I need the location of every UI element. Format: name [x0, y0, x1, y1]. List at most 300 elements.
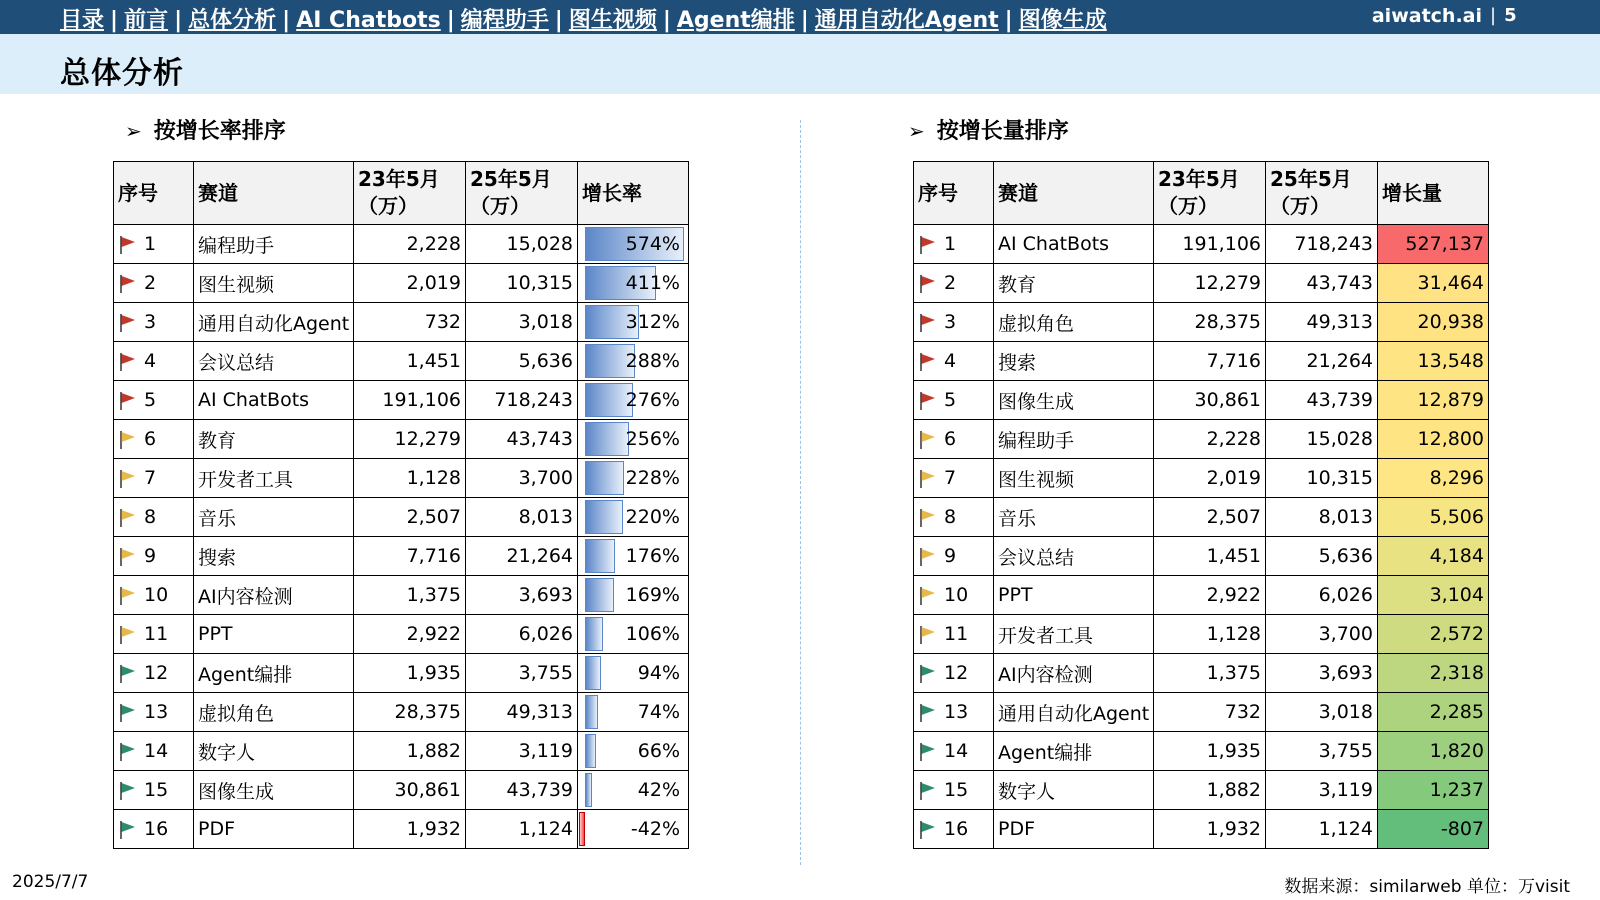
growth-rate-value: 220%	[625, 506, 680, 528]
growth-rate-value: 169%	[625, 584, 680, 606]
growth-rate-value: -42%	[630, 818, 680, 840]
rank-number: 13	[144, 701, 169, 723]
may23-value: 2,019	[1154, 459, 1266, 498]
growth-amount-value: 5,506	[1378, 498, 1489, 537]
growth-rate-cell	[578, 303, 689, 342]
may25-value: 5,636	[1266, 537, 1378, 576]
growth-rate-cell	[578, 810, 689, 849]
may25-value: 3,018	[466, 303, 578, 342]
flag-icon	[918, 467, 944, 489]
rank-cell	[914, 498, 994, 537]
rank-number: 1	[144, 233, 157, 255]
track-name: 数字人	[994, 771, 1154, 810]
growth-amount-value: 13,548	[1378, 342, 1489, 381]
flag-icon	[118, 389, 144, 411]
rank-cell	[914, 225, 994, 264]
growth-rate-cell	[578, 576, 689, 615]
column-header: 序号	[114, 162, 194, 225]
track-name: PPT	[194, 615, 354, 654]
nav-link[interactable]: 图生视频	[568, 8, 657, 33]
rank-number: 9	[144, 545, 157, 567]
page-number: | 5	[1490, 5, 1517, 26]
may25-value: 43,739	[1266, 381, 1378, 420]
rank-number: 4	[144, 350, 157, 372]
may25-value: 49,313	[466, 693, 578, 732]
data-bar	[585, 578, 614, 612]
rank-cell	[114, 615, 194, 654]
brand-name: aiwatch.ai	[1371, 5, 1482, 27]
data-bar	[585, 734, 596, 768]
table-row	[114, 225, 689, 264]
may25-value: 718,243	[1266, 225, 1378, 264]
may23-value: 28,375	[1154, 303, 1266, 342]
data-bar	[579, 812, 585, 846]
rank-number: 6	[144, 428, 157, 450]
rank-cell	[114, 810, 194, 849]
may23-value: 2,507	[354, 498, 466, 537]
growth-amount-value: 4,184	[1378, 537, 1489, 576]
rank-cell	[114, 693, 194, 732]
growth-rate-cell	[578, 381, 689, 420]
may25-value: 5,636	[466, 342, 578, 381]
growth-rate-value: 256%	[625, 428, 680, 450]
growth-amount-value: -807	[1378, 810, 1489, 849]
track-name: PDF	[194, 810, 354, 849]
rank-number: 3	[144, 311, 157, 333]
flag-icon	[918, 779, 944, 801]
growth-amount-value: 31,464	[1378, 264, 1489, 303]
track-name: 图生视频	[994, 459, 1154, 498]
rank-number: 9	[944, 545, 957, 567]
rank-cell	[114, 498, 194, 537]
may25-value: 8,013	[1266, 498, 1378, 537]
rank-number: 14	[144, 740, 169, 762]
rank-number: 5	[944, 389, 957, 411]
track-name: 音乐	[994, 498, 1154, 537]
flag-icon	[118, 662, 144, 684]
may25-value: 43,743	[466, 420, 578, 459]
column-header: 25年5月 （万）	[466, 162, 578, 225]
rank-cell	[914, 381, 994, 420]
growth-amount-value: 527,137	[1378, 225, 1489, 264]
track-name: PPT	[994, 576, 1154, 615]
track-name: AI内容检测	[194, 576, 354, 615]
rank-cell	[914, 303, 994, 342]
table-row	[114, 498, 689, 537]
rank-number: 6	[944, 428, 957, 450]
may25-value: 10,315	[1266, 459, 1378, 498]
track-name: 图像生成	[194, 771, 354, 810]
flag-icon	[918, 389, 944, 411]
rank-number: 11	[144, 623, 169, 645]
table-row	[114, 615, 689, 654]
data-bar	[585, 422, 629, 456]
rank-cell	[914, 615, 994, 654]
rank-number: 4	[944, 350, 957, 372]
rank-cell	[114, 420, 194, 459]
flag-icon	[918, 233, 944, 255]
nav-separator: |	[1004, 8, 1013, 33]
rank-cell	[914, 537, 994, 576]
table-row	[114, 264, 689, 303]
nav-separator: |	[174, 8, 183, 33]
data-bar	[585, 500, 623, 534]
flag-icon	[118, 428, 144, 450]
may23-value: 12,279	[354, 420, 466, 459]
rank-number: 7	[944, 467, 957, 489]
table-row	[114, 420, 689, 459]
table-row	[914, 615, 1489, 654]
growth-amount-table-header	[914, 162, 1489, 225]
table-row	[114, 732, 689, 771]
nav-separator: |	[662, 8, 671, 33]
may23-value: 1,882	[354, 732, 466, 771]
may25-value: 6,026	[1266, 576, 1378, 615]
may23-value: 2,922	[1154, 576, 1266, 615]
rank-number: 3	[944, 311, 957, 333]
nav-link[interactable]: 图像生成	[1018, 8, 1107, 33]
table-row	[114, 693, 689, 732]
track-name: 会议总结	[194, 342, 354, 381]
column-header: 序号	[914, 162, 994, 225]
growth-amount-value: 3,104	[1378, 576, 1489, 615]
growth-amount-table	[913, 161, 1489, 849]
rank-number: 13	[944, 701, 969, 723]
flag-icon	[118, 350, 144, 372]
may25-value: 1,124	[466, 810, 578, 849]
may23-value: 30,861	[354, 771, 466, 810]
flag-icon	[118, 467, 144, 489]
flag-icon	[118, 623, 144, 645]
growth-rate-value: 176%	[625, 545, 680, 567]
data-bar	[585, 773, 592, 807]
rank-number: 14	[944, 740, 969, 762]
left-section-title-text: 按增长率排序	[153, 119, 286, 144]
flag-icon	[918, 428, 944, 450]
rank-cell	[114, 576, 194, 615]
rank-number: 16	[144, 818, 169, 840]
may25-value: 3,700	[1266, 615, 1378, 654]
growth-rate-cell	[578, 420, 689, 459]
may23-value: 1,375	[354, 576, 466, 615]
nav-link[interactable]: 编程助手	[460, 8, 549, 33]
table-row	[114, 771, 689, 810]
flag-icon	[118, 740, 144, 762]
may25-value: 15,028	[466, 225, 578, 264]
rank-cell	[114, 342, 194, 381]
growth-amount-value: 12,879	[1378, 381, 1489, 420]
flag-icon	[118, 272, 144, 294]
flag-icon	[918, 701, 944, 723]
may23-value: 2,228	[1154, 420, 1266, 459]
page-title: 总体分析	[60, 56, 184, 91]
table-row	[914, 537, 1489, 576]
table-row	[914, 459, 1489, 498]
flag-icon	[918, 584, 944, 606]
growth-rate-value: 66%	[637, 740, 680, 762]
right-section-title-text: 按增长量排序	[936, 119, 1069, 144]
nav-separator: |	[800, 8, 809, 33]
rank-number: 10	[144, 584, 169, 606]
rank-number: 15	[944, 779, 969, 801]
left-section-title	[125, 114, 286, 145]
growth-amount-value: 8,296	[1378, 459, 1489, 498]
may23-value: 1,932	[354, 810, 466, 849]
right-section-title	[908, 114, 1069, 145]
flag-icon	[118, 545, 144, 567]
may25-value: 6,026	[466, 615, 578, 654]
flag-icon	[118, 233, 144, 255]
may25-value: 43,743	[1266, 264, 1378, 303]
may25-value: 3,693	[466, 576, 578, 615]
track-name: 图像生成	[994, 381, 1154, 420]
nav-link[interactable]: AI Chatbots	[296, 8, 441, 33]
rank-cell	[914, 342, 994, 381]
track-name: Agent编排	[994, 732, 1154, 771]
track-name: 虚拟角色	[194, 693, 354, 732]
growth-rate-value: 94%	[637, 662, 680, 684]
rank-number: 1	[944, 233, 957, 255]
may23-value: 2,922	[354, 615, 466, 654]
may25-value: 3,755	[1266, 732, 1378, 771]
nav-separator: |	[446, 8, 455, 33]
table-row	[114, 459, 689, 498]
growth-rate-cell	[578, 342, 689, 381]
track-name: 开发者工具	[194, 459, 354, 498]
growth-rate-value: 312%	[625, 311, 680, 333]
growth-rate-value: 42%	[637, 779, 680, 801]
may23-value: 1,451	[354, 342, 466, 381]
may23-value: 1,882	[1154, 771, 1266, 810]
rank-cell	[914, 810, 994, 849]
track-name: 图生视频	[194, 264, 354, 303]
may25-value: 3,700	[466, 459, 578, 498]
table-row	[914, 264, 1489, 303]
may25-value: 3,018	[1266, 693, 1378, 732]
rank-cell	[914, 693, 994, 732]
track-name: 数字人	[194, 732, 354, 771]
rank-cell	[114, 225, 194, 264]
may23-value: 732	[1154, 693, 1266, 732]
column-header: 23年5月 （万）	[354, 162, 466, 225]
rank-cell	[114, 771, 194, 810]
data-bar	[585, 539, 615, 573]
may25-value: 3,119	[1266, 771, 1378, 810]
rank-number: 8	[944, 506, 957, 528]
arrow-bullet-icon: ➢	[125, 119, 142, 143]
title-bar	[0, 34, 1600, 94]
may23-value: 1,128	[1154, 615, 1266, 654]
flag-icon	[918, 740, 944, 762]
rank-cell	[114, 654, 194, 693]
growth-rate-cell	[578, 225, 689, 264]
may23-value: 7,716	[354, 537, 466, 576]
rank-cell	[114, 303, 194, 342]
column-header: 增长量	[1378, 162, 1489, 225]
rank-number: 2	[144, 272, 157, 294]
flag-icon	[918, 818, 944, 840]
data-bar	[585, 695, 598, 729]
may25-value: 718,243	[466, 381, 578, 420]
rank-number: 15	[144, 779, 169, 801]
rank-cell	[914, 576, 994, 615]
rank-cell	[114, 732, 194, 771]
may23-value: 1,935	[354, 654, 466, 693]
track-name: 虚拟角色	[994, 303, 1154, 342]
footer-source: 数据来源：similarweb 单位：万visit	[1284, 877, 1570, 897]
track-name: 通用自动化Agent	[994, 693, 1154, 732]
rank-number: 11	[944, 623, 969, 645]
may23-value: 1,451	[1154, 537, 1266, 576]
table-row	[914, 771, 1489, 810]
growth-amount-value: 12,800	[1378, 420, 1489, 459]
data-bar	[585, 461, 624, 495]
may25-value: 3,693	[1266, 654, 1378, 693]
growth-amount-value: 2,285	[1378, 693, 1489, 732]
nav-link[interactable]: Agent编排	[676, 8, 795, 33]
table-row	[114, 381, 689, 420]
flag-icon	[118, 818, 144, 840]
may23-value: 1,935	[1154, 732, 1266, 771]
may25-value: 3,755	[466, 654, 578, 693]
flag-icon	[918, 623, 944, 645]
column-header: 23年5月 （万）	[1154, 162, 1266, 225]
table-row	[914, 810, 1489, 849]
table-row	[114, 303, 689, 342]
growth-rate-value: 288%	[625, 350, 680, 372]
nav-link[interactable]: 通用自动化Agent	[814, 8, 999, 33]
track-name: 编程助手	[194, 225, 354, 264]
growth-rate-table-header	[114, 162, 689, 225]
track-name: AI ChatBots	[194, 381, 354, 420]
growth-rate-table	[113, 161, 689, 849]
column-header: 赛道	[194, 162, 354, 225]
growth-rate-cell	[578, 537, 689, 576]
may25-value: 43,739	[466, 771, 578, 810]
rank-cell	[914, 771, 994, 810]
rank-cell	[914, 732, 994, 771]
flag-icon	[118, 506, 144, 528]
column-header: 增长率	[578, 162, 689, 225]
track-name: 搜索	[994, 342, 1154, 381]
may23-value: 191,106	[1154, 225, 1266, 264]
growth-rate-cell	[578, 732, 689, 771]
nav-link[interactable]: 目录	[60, 8, 105, 33]
may25-value: 1,124	[1266, 810, 1378, 849]
growth-amount-value: 1,237	[1378, 771, 1489, 810]
nav-separator: |	[110, 8, 119, 33]
growth-amount-value: 2,318	[1378, 654, 1489, 693]
may25-value: 10,315	[466, 264, 578, 303]
growth-rate-value: 228%	[625, 467, 680, 489]
growth-rate-value: 276%	[625, 389, 680, 411]
table-row	[914, 225, 1489, 264]
column-header: 赛道	[994, 162, 1154, 225]
may23-value: 2,507	[1154, 498, 1266, 537]
growth-rate-cell	[578, 771, 689, 810]
may25-value: 21,264	[1266, 342, 1378, 381]
may23-value: 1,375	[1154, 654, 1266, 693]
may23-value: 1,128	[354, 459, 466, 498]
may23-value: 2,019	[354, 264, 466, 303]
growth-rate-value: 574%	[625, 233, 680, 255]
rank-number: 12	[944, 662, 969, 684]
rank-cell	[114, 537, 194, 576]
table-row	[914, 693, 1489, 732]
flag-icon	[118, 311, 144, 333]
top-nav-bar	[0, 0, 1600, 34]
may25-value: 8,013	[466, 498, 578, 537]
track-name: AI ChatBots	[994, 225, 1154, 264]
may23-value: 2,228	[354, 225, 466, 264]
growth-amount-value: 20,938	[1378, 303, 1489, 342]
growth-amount-value: 1,820	[1378, 732, 1489, 771]
may25-value: 3,119	[466, 732, 578, 771]
track-name: PDF	[994, 810, 1154, 849]
rank-number: 7	[144, 467, 157, 489]
track-name: 通用自动化Agent	[194, 303, 354, 342]
rank-number: 8	[144, 506, 157, 528]
growth-rate-value: 106%	[625, 623, 680, 645]
footer-date: 2025/7/7	[12, 872, 89, 892]
track-name: 音乐	[194, 498, 354, 537]
column-header: 25年5月 （万）	[1266, 162, 1378, 225]
flag-icon	[918, 545, 944, 567]
growth-rate-cell	[578, 693, 689, 732]
flag-icon	[918, 311, 944, 333]
nav-link[interactable]: 总体分析	[188, 8, 277, 33]
rank-number: 12	[144, 662, 169, 684]
table-row	[914, 381, 1489, 420]
track-name: 教育	[994, 264, 1154, 303]
may25-value: 21,264	[466, 537, 578, 576]
arrow-bullet-icon: ➢	[908, 119, 925, 143]
may23-value: 12,279	[1154, 264, 1266, 303]
track-name: 编程助手	[994, 420, 1154, 459]
track-name: AI内容检测	[994, 654, 1154, 693]
may23-value: 1,932	[1154, 810, 1266, 849]
may23-value: 732	[354, 303, 466, 342]
rank-number: 10	[944, 584, 969, 606]
growth-rate-cell	[578, 615, 689, 654]
data-bar	[585, 656, 601, 690]
may23-value: 28,375	[354, 693, 466, 732]
section-divider	[800, 120, 801, 865]
rank-number: 16	[944, 818, 969, 840]
rank-number: 2	[944, 272, 957, 294]
nav-separator: |	[282, 8, 291, 33]
table-row	[114, 654, 689, 693]
nav-links	[60, 3, 1107, 34]
growth-rate-cell	[578, 654, 689, 693]
may25-value: 49,313	[1266, 303, 1378, 342]
table-row	[114, 810, 689, 849]
nav-separator: |	[554, 8, 563, 33]
rank-cell	[114, 264, 194, 303]
table-row	[914, 498, 1489, 537]
track-name: Agent编排	[194, 654, 354, 693]
table-row	[114, 537, 689, 576]
table-row	[914, 342, 1489, 381]
table-row	[914, 303, 1489, 342]
table-row	[914, 576, 1489, 615]
track-name: 教育	[194, 420, 354, 459]
rank-cell	[914, 420, 994, 459]
growth-rate-value: 411%	[625, 272, 680, 294]
track-name: 开发者工具	[994, 615, 1154, 654]
nav-link[interactable]: 前言	[124, 8, 169, 33]
rank-cell	[114, 381, 194, 420]
